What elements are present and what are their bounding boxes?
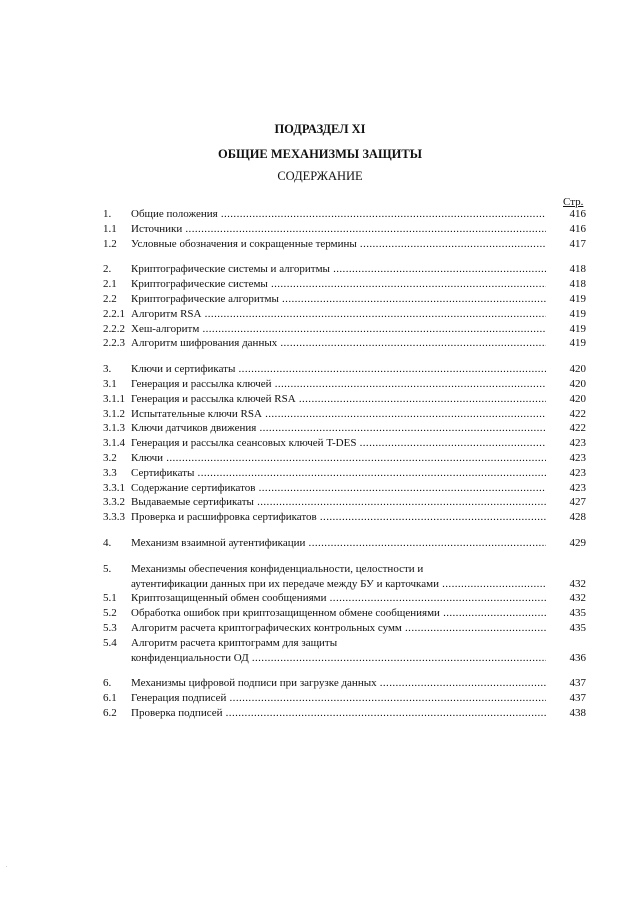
toc-entry-number: 3.1.3 <box>103 422 125 435</box>
toc-entry-page: 429 <box>569 536 586 549</box>
toc-entry-title: Испытательные ключи RSA ..... <box>131 407 546 422</box>
toc-entry <box>0 481 640 496</box>
toc-entry-number: 3. <box>103 363 112 376</box>
toc-entry <box>0 362 640 377</box>
toc-entry <box>0 237 640 252</box>
toc-entry-title: Генерация и рассылка ключей ..... <box>131 377 546 392</box>
toc-entry-title: Хеш-алгоритм ..... <box>131 322 546 337</box>
toc-entry-number: 5.3 <box>103 621 117 634</box>
toc-entry-number: 6.2 <box>103 706 117 719</box>
toc-entry-title: Содержание сертификатов ..... <box>131 481 546 496</box>
toc-group <box>0 562 640 666</box>
toc-entry <box>0 421 640 436</box>
toc-entry-title: Ключи датчиков движения ..... <box>131 421 546 436</box>
toc-entry-number: 4. <box>103 536 112 549</box>
toc-group <box>0 536 640 551</box>
toc-entry <box>0 277 640 292</box>
toc-entry-title: Ключи и сертификаты ..... <box>131 362 546 377</box>
toc-entry <box>0 207 640 222</box>
scan-speck <box>6 866 7 867</box>
toc-entry-page: 422 <box>569 407 586 420</box>
toc-entry-page: 432 <box>569 592 586 605</box>
contents-heading: СОДЕРЖАНИЕ <box>277 169 363 183</box>
toc-entry-number: 5.4 <box>103 636 117 649</box>
toc-entry-number: 2.2.2 <box>103 322 125 335</box>
toc-entry-page: 419 <box>569 337 586 350</box>
toc-entry-page: 435 <box>569 607 586 620</box>
toc-entry-title: Криптографические системы и алгоритмы ..... <box>131 262 546 277</box>
toc-entry <box>0 322 640 337</box>
toc-entry-page: 435 <box>569 621 586 634</box>
toc-entry-page: 416 <box>569 222 586 235</box>
toc-entry-title: Криптографические алгоритмы ..... <box>131 292 546 307</box>
toc-entry-number: 3.1.1 <box>103 392 125 405</box>
toc-entry-number: 6. <box>103 677 112 690</box>
toc-entry <box>0 591 640 606</box>
toc-group <box>0 676 640 720</box>
toc-entry <box>0 495 640 510</box>
toc-entry <box>0 222 640 237</box>
toc-entry-page: 437 <box>569 677 586 690</box>
toc-entry-number: 5. <box>103 562 112 575</box>
toc-entry-title: Общие положения ..... <box>131 207 546 222</box>
toc-entry-page: 419 <box>569 307 586 320</box>
toc-entry <box>0 536 640 551</box>
toc-entry-number: 3.1 <box>103 377 117 390</box>
toc-entry-number: 3.2 <box>103 451 117 464</box>
toc-entry <box>0 262 640 277</box>
toc-entry-title: Проверка подписей ..... <box>131 706 546 721</box>
toc-entry-page: 420 <box>569 392 586 405</box>
toc-entry-number: 3.1.4 <box>103 437 125 450</box>
toc-entry-title: Ключи ..... <box>131 451 546 466</box>
toc-entry <box>0 577 640 592</box>
toc-entry <box>0 606 640 621</box>
toc-entry <box>0 706 640 721</box>
toc-entry <box>0 621 640 636</box>
toc-entry <box>0 510 640 525</box>
toc-entry-page: 428 <box>569 511 586 524</box>
toc-entry-number: 3.3 <box>103 466 117 479</box>
table-of-contents <box>0 207 640 732</box>
toc-entry <box>0 392 640 407</box>
toc-entry-title: Генерация подписей ..... <box>131 691 546 706</box>
toc-entry-title: Выдаваемые сертификаты ..... <box>131 495 546 510</box>
toc-entry <box>0 562 640 577</box>
toc-entry-page: 419 <box>569 322 586 335</box>
toc-entry-page: 420 <box>569 377 586 390</box>
toc-entry-title: Сертификаты ..... <box>131 466 546 481</box>
toc-entry-title: Криптозащищенный обмен сообщениями ..... <box>131 591 546 606</box>
toc-entry-number: 2.2.3 <box>103 337 125 350</box>
toc-entry <box>0 676 640 691</box>
toc-entry-number: 2.2 <box>103 292 117 305</box>
toc-entry-page: 417 <box>569 237 586 250</box>
toc-entry-title: Алгоритм расчета криптограмм для защиты <box>131 636 338 649</box>
toc-entry-number: 2.1 <box>103 278 117 291</box>
toc-entry <box>0 651 640 666</box>
toc-entry-number: 3.3.3 <box>103 511 125 524</box>
toc-entry-page: 418 <box>569 263 586 276</box>
toc-entry <box>0 466 640 481</box>
toc-entry-title: Механизмы цифровой подписи при загрузке данных ..... <box>131 676 546 691</box>
toc-entry-title: Условные обозначения и сокращенные термины ..... <box>131 237 546 252</box>
toc-entry <box>0 336 640 351</box>
toc-entry-title: Алгоритм расчета криптографических контрольных сумм ..... <box>131 621 546 636</box>
toc-entry-page: 427 <box>569 496 586 509</box>
toc-entry-page: 423 <box>569 466 586 479</box>
toc-entry-page: 418 <box>569 278 586 291</box>
subdivision-heading: ПОДРАЗДЕЛ XI <box>274 122 366 136</box>
toc-entry-page: 438 <box>569 706 586 719</box>
toc-entry <box>0 307 640 322</box>
toc-entry-title: Криптографические системы ..... <box>131 277 546 292</box>
toc-entry-number: 5.2 <box>103 607 117 620</box>
toc-entry <box>0 691 640 706</box>
toc-entry <box>0 636 640 651</box>
toc-entry-page: 422 <box>569 422 586 435</box>
toc-entry-page: 420 <box>569 363 586 376</box>
toc-entry-number: 6.1 <box>103 692 117 705</box>
toc-entry <box>0 436 640 451</box>
toc-entry <box>0 451 640 466</box>
toc-entry-number: 1.2 <box>103 237 117 250</box>
toc-entry-title: Алгоритм RSA ..... <box>131 307 546 322</box>
toc-entry-title: конфиденциальности ОД ..... <box>131 651 546 666</box>
toc-entry-page: 437 <box>569 692 586 705</box>
toc-entry-title: аутентификации данных при их передаче между БУ и карточками ..... <box>131 577 546 592</box>
toc-entry-title: Источники ..... <box>131 222 546 237</box>
toc-entry-title: Генерация и рассылка сеансовых ключей T-DES ..... <box>131 436 546 451</box>
toc-entry-number: 1.1 <box>103 222 117 235</box>
toc-entry-number: 1. <box>103 208 112 220</box>
toc-entry-title: Алгоритм шифрования данных ..... <box>131 336 546 351</box>
toc-entry <box>0 407 640 422</box>
toc-entry-number: 5.1 <box>103 592 117 605</box>
toc-entry-page: 436 <box>569 651 586 664</box>
toc-group <box>0 207 640 251</box>
page-column-label: Стр. <box>563 196 584 208</box>
toc-entry-page: 423 <box>569 481 586 494</box>
toc-group <box>0 362 640 525</box>
toc-entry-number: 2.2.1 <box>103 307 125 320</box>
toc-entry-page: 423 <box>569 451 586 464</box>
toc-entry-page: 419 <box>569 292 586 305</box>
toc-entry-number: 2. <box>103 263 112 276</box>
toc-entry <box>0 292 640 307</box>
toc-entry-title: Обработка ошибок при криптозащищенном обмене сообщениями ..... <box>131 606 546 621</box>
section-title: ОБЩИЕ МЕХАНИЗМЫ ЗАЩИТЫ <box>217 147 423 161</box>
toc-entry-title: Механизм взаимной аутентификации ..... <box>131 536 546 551</box>
toc-entry-page: 416 <box>569 208 586 220</box>
toc-entry <box>0 377 640 392</box>
toc-entry-title: Механизмы обеспечения конфиденциальности, целостности и <box>131 562 424 575</box>
toc-entry-page: 423 <box>569 437 586 450</box>
toc-entry-number: 3.3.1 <box>103 481 125 494</box>
toc-entry-title: Проверка и расшифровка сертификатов ..... <box>131 510 546 525</box>
toc-entry-page: 432 <box>569 577 586 590</box>
toc-entry-number: 3.1.2 <box>103 407 125 420</box>
toc-group <box>0 262 640 351</box>
toc-entry-number: 3.3.2 <box>103 496 125 509</box>
toc-entry-title: Генерация и рассылка ключей RSA ..... <box>131 392 546 407</box>
